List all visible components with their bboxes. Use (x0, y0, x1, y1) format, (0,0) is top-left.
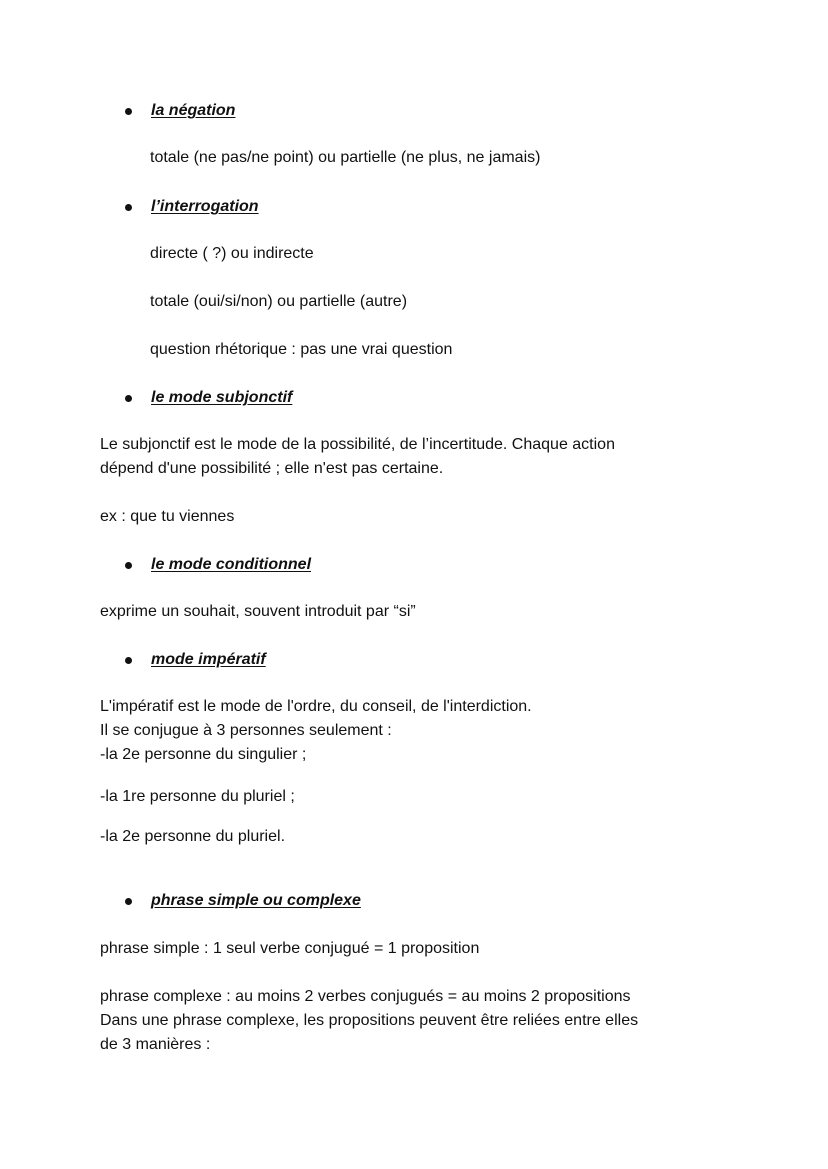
section-title: mode impératif (151, 651, 266, 668)
body-text: directe ( ?) ou indirecte (150, 245, 314, 262)
bullet-icon (125, 204, 132, 211)
body-text: Il se conjugue à 3 personnes seulement : (100, 722, 392, 739)
body-text: totale (ne pas/ne point) ou partielle (ne plus, ne jamais) (150, 149, 541, 166)
body-text: de 3 manières : (100, 1036, 211, 1053)
body-text: totale (oui/si/non) ou partielle (autre) (150, 293, 408, 310)
bullet-icon (125, 108, 132, 115)
body-text: question rhétorique : pas une vrai question (150, 341, 453, 358)
body-text: ex : que tu viennes (100, 508, 235, 525)
bullet-icon (125, 657, 132, 664)
section-phrase-heading (125, 890, 361, 912)
section-subjonctif-heading (125, 387, 292, 409)
body-text: -la 1re personne du pluriel ; (100, 788, 295, 805)
bullet-icon (125, 395, 132, 402)
section-title: le mode subjonctif (151, 389, 293, 406)
body-text: phrase complexe : au moins 2 verbes conjugués = au moins 2 propositions (100, 988, 631, 1005)
section-imperatif-heading (125, 649, 266, 671)
section-title: la négation (151, 102, 236, 119)
bullet-icon (125, 898, 132, 905)
section-interrogation-heading (125, 196, 259, 218)
body-text: L'impératif est le mode de l'ordre, du conseil, de l'interdiction. (100, 698, 532, 715)
body-text: phrase simple : 1 seul verbe conjugué = 1 proposition (100, 940, 480, 957)
bullet-icon (125, 562, 132, 569)
body-text: exprime un souhait, souvent introduit par “si” (100, 603, 416, 620)
section-title: l’interrogation (151, 198, 259, 215)
body-text: Dans une phrase complexe, les propositions peuvent être reliées entre elles (100, 1012, 639, 1029)
section-title: phrase simple ou complexe (151, 892, 361, 909)
body-text: -la 2e personne du singulier ; (100, 746, 307, 763)
body-text: Le subjonctif est le mode de la possibilité, de l’incertitude. Chaque action (100, 436, 615, 453)
section-conditionnel-heading (125, 554, 311, 576)
body-text: -la 2e personne du pluriel. (100, 828, 286, 845)
section-negation-heading (125, 100, 235, 122)
body-text: dépend d'une possibilité ; elle n'est pas certaine. (100, 460, 444, 477)
section-title: le mode conditionnel (151, 556, 312, 573)
